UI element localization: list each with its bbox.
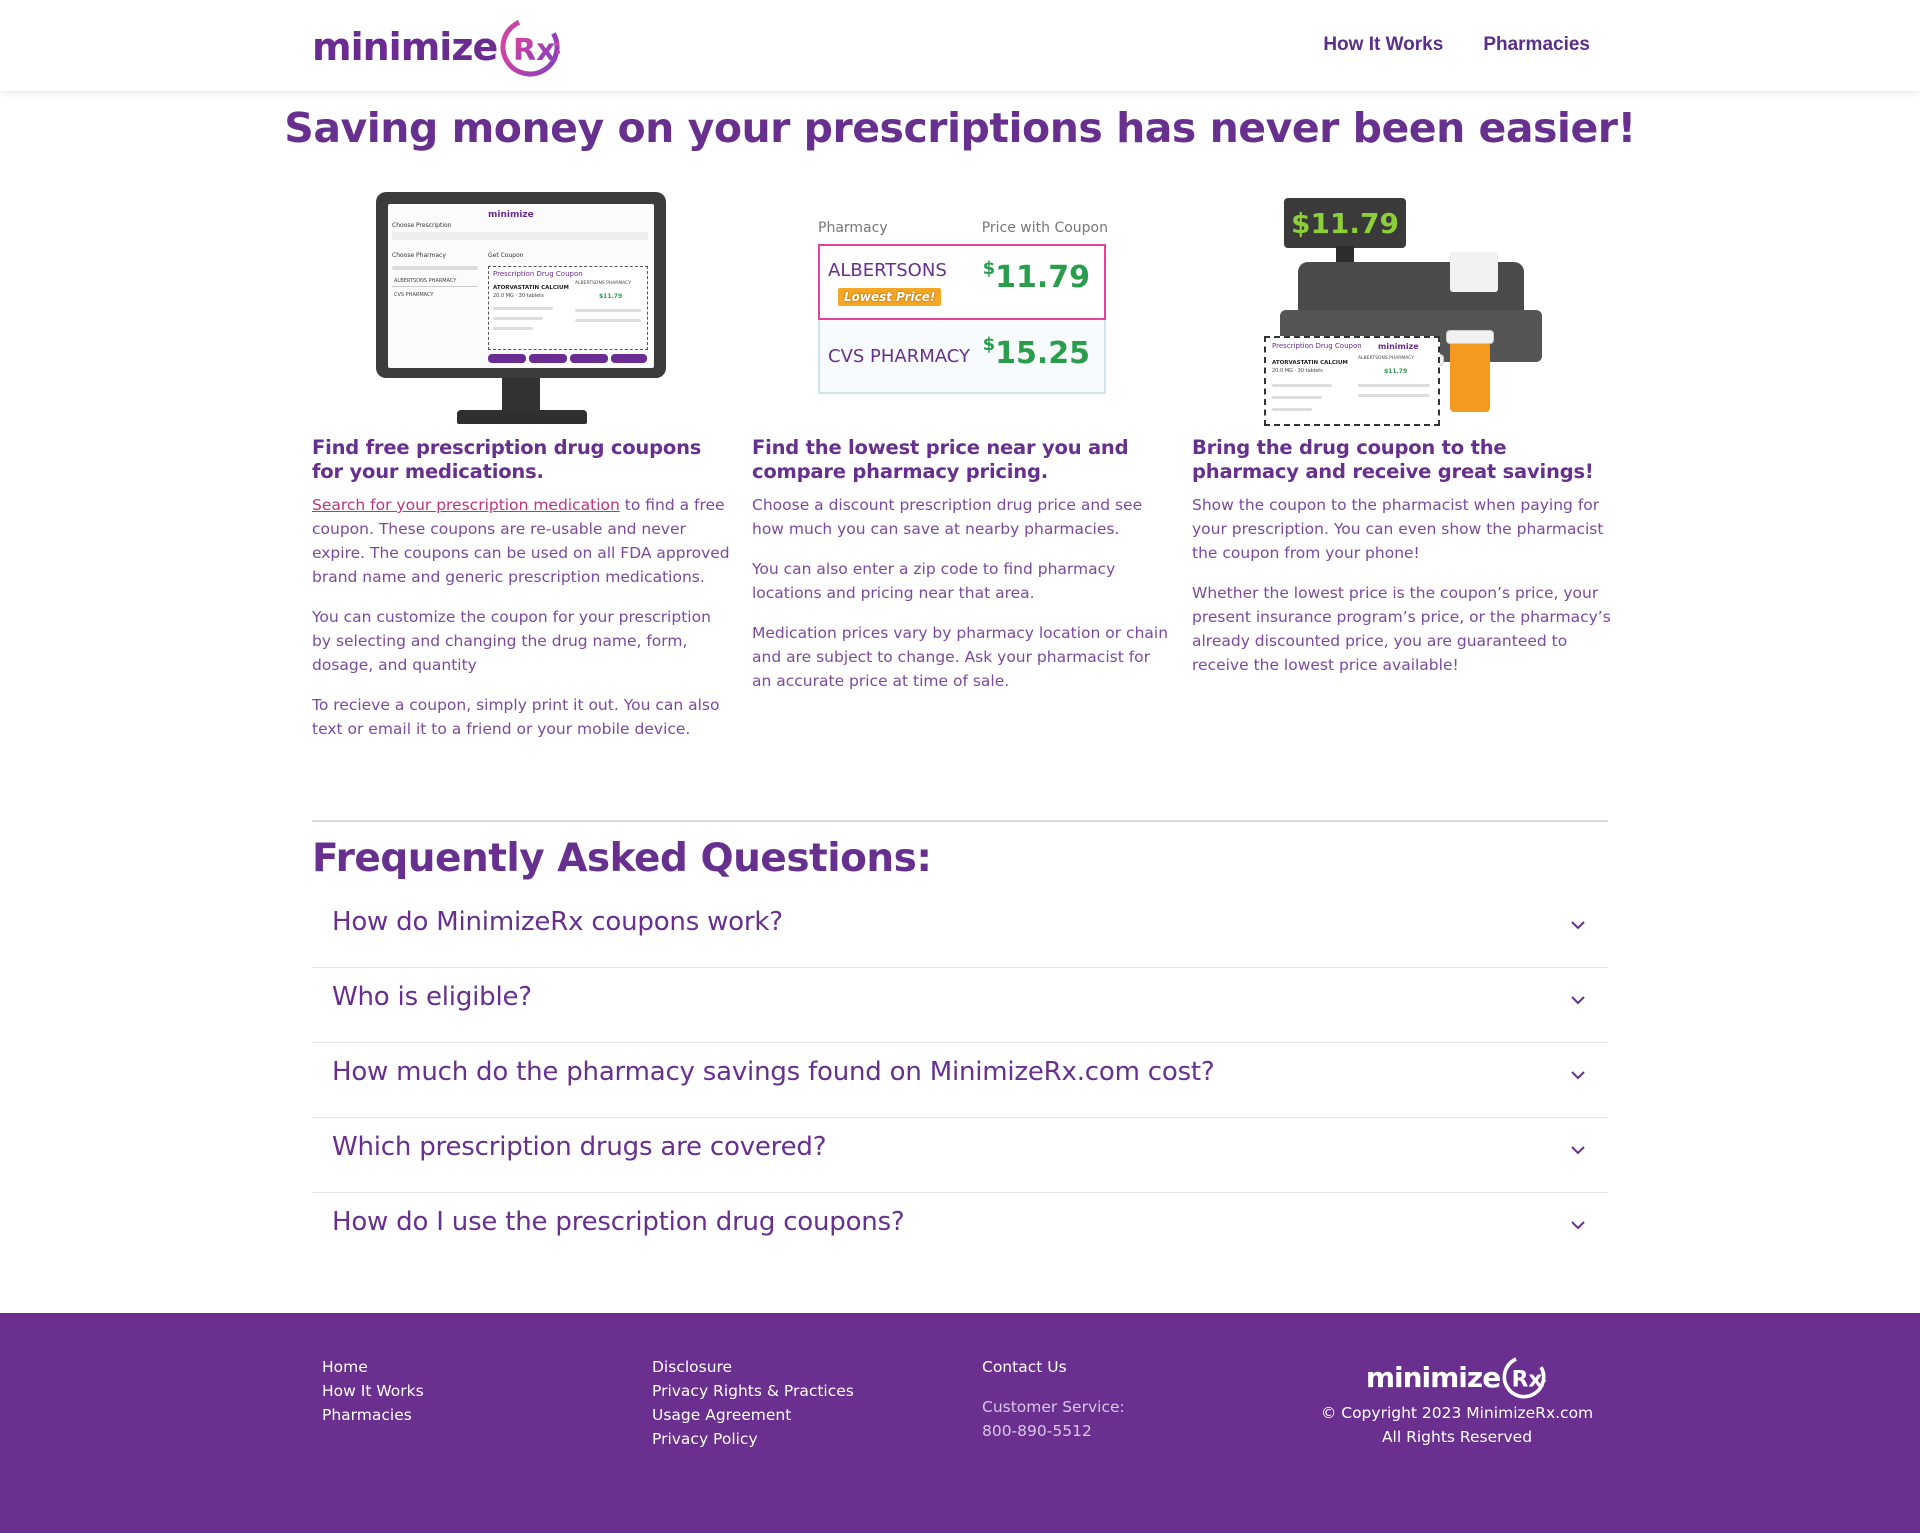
faq-question: How do I use the prescription drug coupons? xyxy=(332,1207,905,1237)
faq-question: How do MinimizeRx coupons work? xyxy=(332,907,783,937)
section-divider xyxy=(312,820,1608,822)
footer-link-pharmacies[interactable]: Pharmacies xyxy=(322,1406,412,1424)
customer-service-label: Customer Service: xyxy=(982,1398,1125,1416)
screen-coupon-price: $11.79 xyxy=(599,293,623,300)
price-table-header xyxy=(818,220,1108,236)
monitor xyxy=(376,192,666,378)
faq-title: Frequently Asked Questions: xyxy=(312,836,932,881)
logo-wordmark: minimize xyxy=(312,25,498,69)
register-receipt xyxy=(1450,252,1498,292)
price-table-illustration xyxy=(752,186,1172,430)
screen-line xyxy=(392,266,478,270)
hero-title: Saving money on your prescriptions has never been easier! xyxy=(284,104,1636,152)
nav-how-it-works[interactable]: How It Works xyxy=(1323,34,1444,55)
rights-text: All Rights Reserved xyxy=(1381,1428,1533,1446)
register-coupon xyxy=(1264,336,1440,426)
register-coupon-line xyxy=(1358,384,1430,387)
faq-item[interactable] xyxy=(312,1043,1608,1118)
footer-brand xyxy=(1320,1353,1594,1449)
pharmacy-name: ALBERTSONS xyxy=(828,260,947,281)
monitor-base xyxy=(457,410,587,424)
screen-coupon-drug: ATORVASTATIN CALCIUM xyxy=(493,285,569,291)
screen-sep xyxy=(392,286,478,287)
screen-save-button xyxy=(611,354,647,363)
pharmacy-price xyxy=(983,336,1090,371)
register-coupon-logo: minimize xyxy=(1378,342,1419,351)
main-nav xyxy=(1323,34,1590,56)
register-display-price: $11.79 xyxy=(1290,206,1400,240)
footer-link-disclosure[interactable]: Disclosure xyxy=(652,1358,733,1376)
customer-service-phone[interactable]: 800-890-5512 xyxy=(982,1422,1092,1440)
feature3-heading: Bring the drug coupon to the pharmacy and receive great savings! xyxy=(1192,436,1594,483)
feature2-p2: You can also enter a zip code to find pharmacy locations and pricing near that area. xyxy=(752,560,1116,602)
feature-bring-coupon xyxy=(1192,186,1612,693)
footer-link-privacy-policy[interactable]: Privacy Policy xyxy=(652,1430,758,1448)
footer-logo[interactable] xyxy=(1366,1353,1548,1401)
footer-logo-rx-text: Rx xyxy=(1511,1367,1543,1393)
logo-rx-text: Rx xyxy=(513,33,556,68)
faq-question: How much do the pharmacy savings found on MinimizeRx.com cost? xyxy=(332,1057,1215,1087)
feature1-p2: You can customize the coupon for your prescription by selecting and changing the drug name, form, dosage, and quantity xyxy=(312,608,711,674)
footer-link-contact[interactable]: Contact Us xyxy=(982,1358,1067,1376)
feature2-p3: Medication prices vary by pharmacy location or chain and are subject to change. Ask your pharmacist for an accurate price at time of sale. xyxy=(752,624,1169,690)
price-row-cvs xyxy=(818,320,1106,394)
price-value: 11.79 xyxy=(995,260,1090,295)
screen-coupon-line xyxy=(575,309,641,312)
register-coupon-drug: ATORVASTATIN CALCIUM xyxy=(1272,360,1348,366)
screen-coupon-title: Prescription Drug Coupon xyxy=(493,270,583,278)
faq-item[interactable] xyxy=(312,968,1608,1043)
price-dollar-sign: $ xyxy=(982,258,996,279)
register-coupon-line xyxy=(1358,394,1430,397)
feature1-p3: To recieve a coupon, simply print it out. You can also text or email it to a friend or your mobile device. xyxy=(312,696,720,738)
faq-item[interactable] xyxy=(312,893,1608,968)
site-logo[interactable] xyxy=(312,14,563,80)
screen-coupon-line xyxy=(493,307,553,310)
faq-item[interactable] xyxy=(312,1193,1608,1268)
screen-pharm2: CVS PHARMACY xyxy=(394,292,434,298)
search-medication-link[interactable]: Search for your prescription medication xyxy=(312,496,620,514)
screen-coupon-line xyxy=(575,319,641,322)
screen-email-button xyxy=(570,354,608,363)
register-coupon-price: $11.79 xyxy=(1384,368,1408,375)
screen-coupon-dose: 20.0 MG · 30 tablets xyxy=(493,293,544,299)
register-coupon-line xyxy=(1272,384,1332,387)
feature1-p1-text: to find a free coupon. These coupons are re-usable and never expire. The coupons can be used on all FDA approved brand name and generic prescription medications. xyxy=(312,496,730,586)
site-header xyxy=(0,0,1920,91)
chevron-down-icon xyxy=(1568,1065,1588,1085)
price-row-albertsons xyxy=(818,244,1106,320)
screen-step2: Choose Pharmacy xyxy=(392,252,446,259)
footer-link-usage-agreement[interactable]: Usage Agreement xyxy=(652,1406,792,1424)
screen-print-button xyxy=(488,354,526,363)
screen-coupon-pharmacy: ALBERTSONS PHARMACY xyxy=(575,281,632,286)
feature2-p1: Choose a discount prescription drug price and see how much you can save at nearby pharmacies. xyxy=(752,496,1143,538)
screen-text-button xyxy=(529,354,567,363)
feature3-p2: Whether the lowest price is the coupon’s price, your present insurance program’s price, or the pharmacy’s already discounted price, you are guaranteed to receive the lowest price available! xyxy=(1192,584,1611,674)
lowest-price-badge: Lowest Price! xyxy=(838,288,941,306)
pill-bottle-large xyxy=(1450,342,1490,412)
copyright-text: © Copyright 2023 MinimizeRx.com xyxy=(1320,1404,1594,1422)
screen-coupon-line xyxy=(493,317,543,320)
screen-coupon-line xyxy=(493,327,533,330)
col-price-label: Price with Coupon xyxy=(981,220,1108,236)
monitor-neck xyxy=(502,378,540,412)
footer-contact-col xyxy=(982,1355,1125,1443)
faq-question: Which prescription drugs are covered? xyxy=(332,1132,827,1162)
price-dollar-sign: $ xyxy=(982,334,996,355)
screen-step3: Get Coupon xyxy=(488,252,524,259)
register-illustration xyxy=(1192,186,1612,430)
footer-logo-word: minimize xyxy=(1365,1360,1501,1394)
monitor-screen xyxy=(388,204,654,368)
pharmacy-price xyxy=(983,260,1090,295)
footer-nav-col xyxy=(322,1355,424,1427)
register-display xyxy=(1284,198,1406,248)
register-coupon-line xyxy=(1272,408,1312,411)
footer-link-how-it-works[interactable]: How It Works xyxy=(322,1382,424,1400)
screen-coupon xyxy=(488,266,648,350)
feature2-heading: Find the lowest price near you and compare pharmacy pricing. xyxy=(752,436,1129,483)
register-pole xyxy=(1336,246,1354,262)
col-pharmacy-label: Pharmacy xyxy=(818,220,888,236)
feature-compare-prices xyxy=(752,186,1172,709)
screen-logo: minimize xyxy=(488,210,534,220)
footer-link-home[interactable]: Home xyxy=(322,1358,368,1376)
feature3-p1: Show the coupon to the pharmacist when paying for your prescription. You can even show the pharmacist the coupon from your phone! xyxy=(1192,496,1604,562)
faq-question: Who is eligible? xyxy=(332,982,532,1012)
screen-search-row xyxy=(392,232,648,240)
register-coupon-dose: 20.0 MG · 30 tablets xyxy=(1272,368,1323,374)
pill-bottle-cap xyxy=(1446,330,1494,344)
price-value: 15.25 xyxy=(995,336,1090,371)
footer-logo-rx-icon xyxy=(1500,1353,1548,1401)
chevron-down-icon xyxy=(1568,915,1588,935)
register-coupon-title: Prescription Drug Coupon xyxy=(1272,342,1362,350)
register-coupon-pharmacy: ALBERTSONS PHARMACY xyxy=(1358,356,1415,361)
footer-link-privacy-rights[interactable]: Privacy Rights & Practices xyxy=(652,1382,854,1400)
feature1-heading: Find free prescription drug coupons for your medications. xyxy=(312,436,702,483)
chevron-down-icon xyxy=(1568,1215,1588,1235)
faq-list xyxy=(312,893,1608,1268)
screen-pharm1: ALBERTSONS PHARMACY xyxy=(394,278,457,284)
nav-pharmacies[interactable]: Pharmacies xyxy=(1483,34,1590,55)
chevron-down-icon xyxy=(1568,990,1588,1010)
chevron-down-icon xyxy=(1568,1140,1588,1160)
logo-rx-icon xyxy=(497,14,563,80)
faq-item[interactable] xyxy=(312,1118,1608,1193)
footer-legal-col xyxy=(652,1355,854,1451)
monitor-illustration xyxy=(312,186,732,430)
register-coupon-line xyxy=(1272,396,1322,399)
screen-step1: Choose Prescription xyxy=(392,222,452,229)
site-footer xyxy=(0,1313,1920,1533)
feature-find-coupons xyxy=(312,186,732,757)
pharmacy-name: CVS PHARMACY xyxy=(828,346,971,367)
feature1-p1 xyxy=(312,493,732,589)
